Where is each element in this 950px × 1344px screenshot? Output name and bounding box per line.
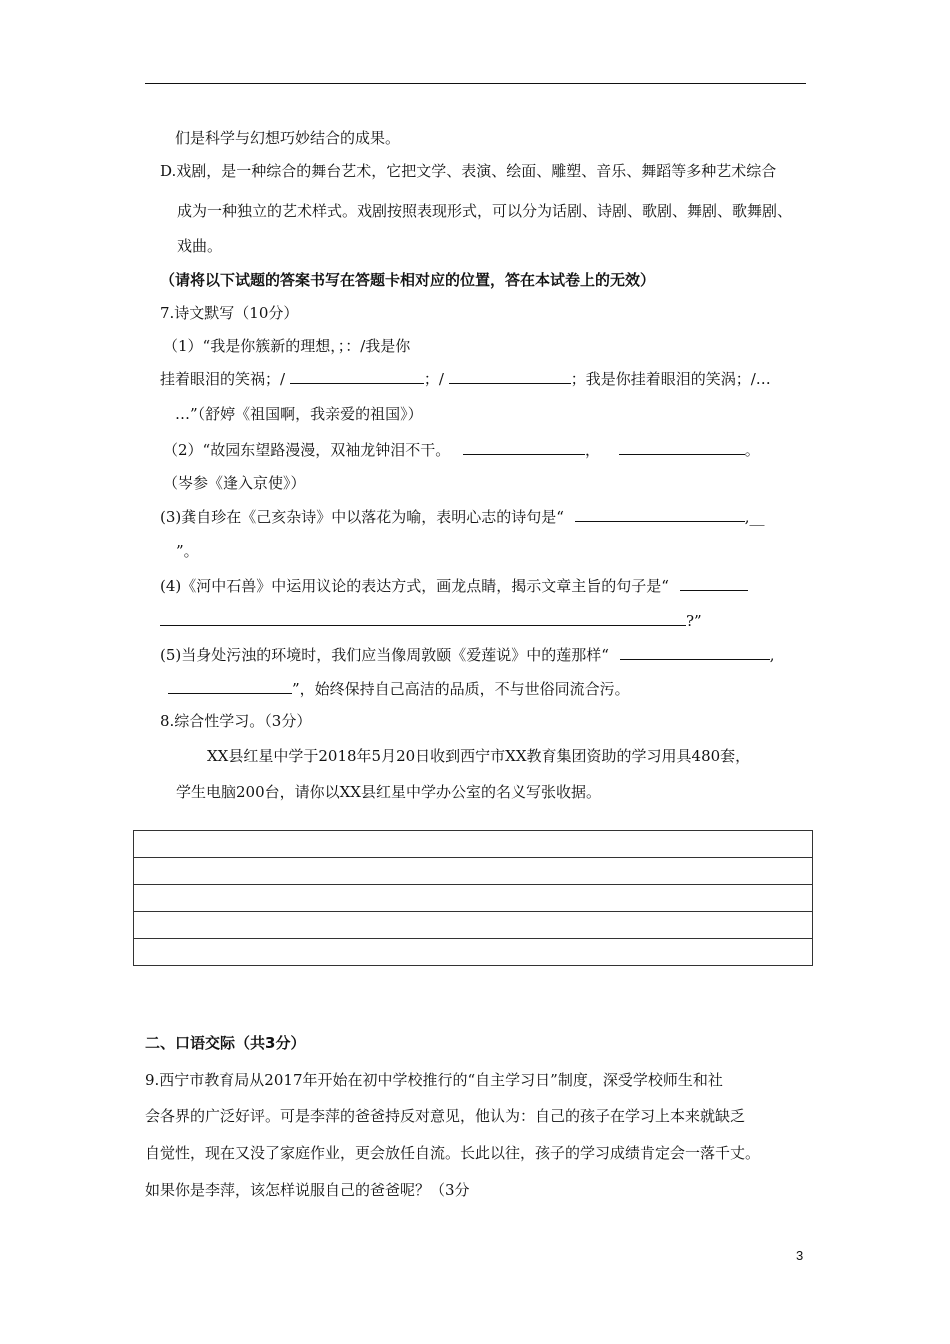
q7-2-text-b: ， [585,441,601,459]
answer-box-row-line [134,938,812,939]
q7-5-line-1 [160,645,774,665]
option-d-line-2: 成为一种独立的艺术样式。戏剧按照表现形式，可以分为话剧、诗剧、歌剧、舞剧、歌舞剧、 [177,202,793,220]
q7-5-text-c: ”，始终保持自己高洁的品质，不与世俗同流合污。 [292,680,630,698]
q7-5-line-2 [168,679,630,699]
q7-4-line-2 [160,611,702,631]
q7-4-line-1 [160,576,748,596]
option-d-line-1: D.戏剧，是一种综合的舞台艺术，它把文学、表演、绘面、雕塑、音乐、舞蹈等多种艺术综合 [160,162,777,180]
q7-1-text-a: 挂着眼泪的笑祸；/ [160,370,286,388]
q7-1-text-c: ；我是你挂着眼泪的笑涡；/… [570,370,771,388]
q7-3-line-1 [160,507,764,527]
q7-2-blank-2[interactable] [619,440,745,455]
q7-1-line-1: （1）“我是你簇新的理想，；：/我是你 [163,337,411,355]
q8-paragraph-line-1: XX县红星中学于2018年5月20日收到西宁市XX教育集团资助的学习用具480套， [207,747,751,765]
q7-4-text-b: ?” [686,612,702,630]
q7-3-line-2: ”。 [176,542,199,560]
q7-4-text-a: (4)《河中石兽》中运用议论的表达方式，画龙点睛，揭示文章主旨的句子是“ [160,577,669,595]
option-d-line-3: 戏曲。 [177,237,223,255]
page-number: 3 [796,1248,804,1263]
section-2-heading: 二、口语交际（共3分） [145,1034,306,1052]
q7-2-blank-1[interactable] [463,440,585,455]
q7-4-blank-1[interactable] [680,576,748,591]
q7-1-blank-1[interactable] [290,369,424,384]
option-c-tail: 们是科学与幻想巧妙结合的成果。 [175,129,401,147]
q7-3-text-b: ,__ [744,508,765,526]
q7-5-text-a: (5)当身处污浊的环境时，我们应当像周敦颐《爱莲说》中的莲那样“ [160,646,609,664]
q7-1-text-b: ；/ [423,370,444,388]
q7-3-text-a: (3)龚自珍在《己亥杂诗》中以落花为喻，表明心志的诗句是“ [160,508,564,526]
q7-2-text-c: 。 [744,441,760,459]
q7-2-text-a: （2）“故园东望路漫漫，双袖龙钟泪不干。 [163,441,451,459]
q8-title: 8.综合性学习。（3分） [160,712,312,730]
q7-1-line-3: …”（舒婷《祖国啊，我亲爱的祖国》） [175,405,423,423]
answer-notice: （请将以下试题的答案书写在答题卡相对应的位置，答在本试卷上的无效） [160,271,656,289]
q7-title: 7.诗文默写（10分） [160,304,299,322]
q9-line-3: 自觉性，现在又没了家庭作业，更会放任自流。长此以往，孩子的学习成绩肯定会一落千丈。 [145,1144,761,1162]
answer-box-row-line [134,911,812,912]
q9-line-2: 会各界的广泛好评。可是李萍的爸爸持反对意见，他认为：自己的孩子在学习上本来就缺乏 [145,1107,746,1125]
answer-box-row-line [134,884,812,885]
q7-4-blank-2[interactable] [160,611,686,626]
header-rule [145,83,806,84]
q7-5-blank-2[interactable] [168,679,292,694]
q7-5-blank-1[interactable] [620,645,770,660]
q9-line-1: 9.西宁市教育局从2017年开始在初中学校推行的“自主学习日”制度，深受学校师生和社 [145,1071,723,1089]
q7-3-blank-1[interactable] [575,507,745,522]
q8-paragraph-line-2: 学生电脑200台，请你以XX县红星中学办公室的名义写张收据。 [176,783,601,801]
q7-5-text-b: , [769,646,775,664]
answer-box-row-line [134,857,812,858]
q7-2-source: （岑参《逢入京使》） [163,474,306,492]
q7-1-line-2 [160,369,771,389]
q7-2-line-1 [163,440,760,460]
answer-box[interactable] [133,830,813,966]
q9-line-4: 如果你是李萍，该怎样说服自己的爸爸呢？（3分 [145,1181,470,1199]
q7-1-blank-2[interactable] [449,369,571,384]
